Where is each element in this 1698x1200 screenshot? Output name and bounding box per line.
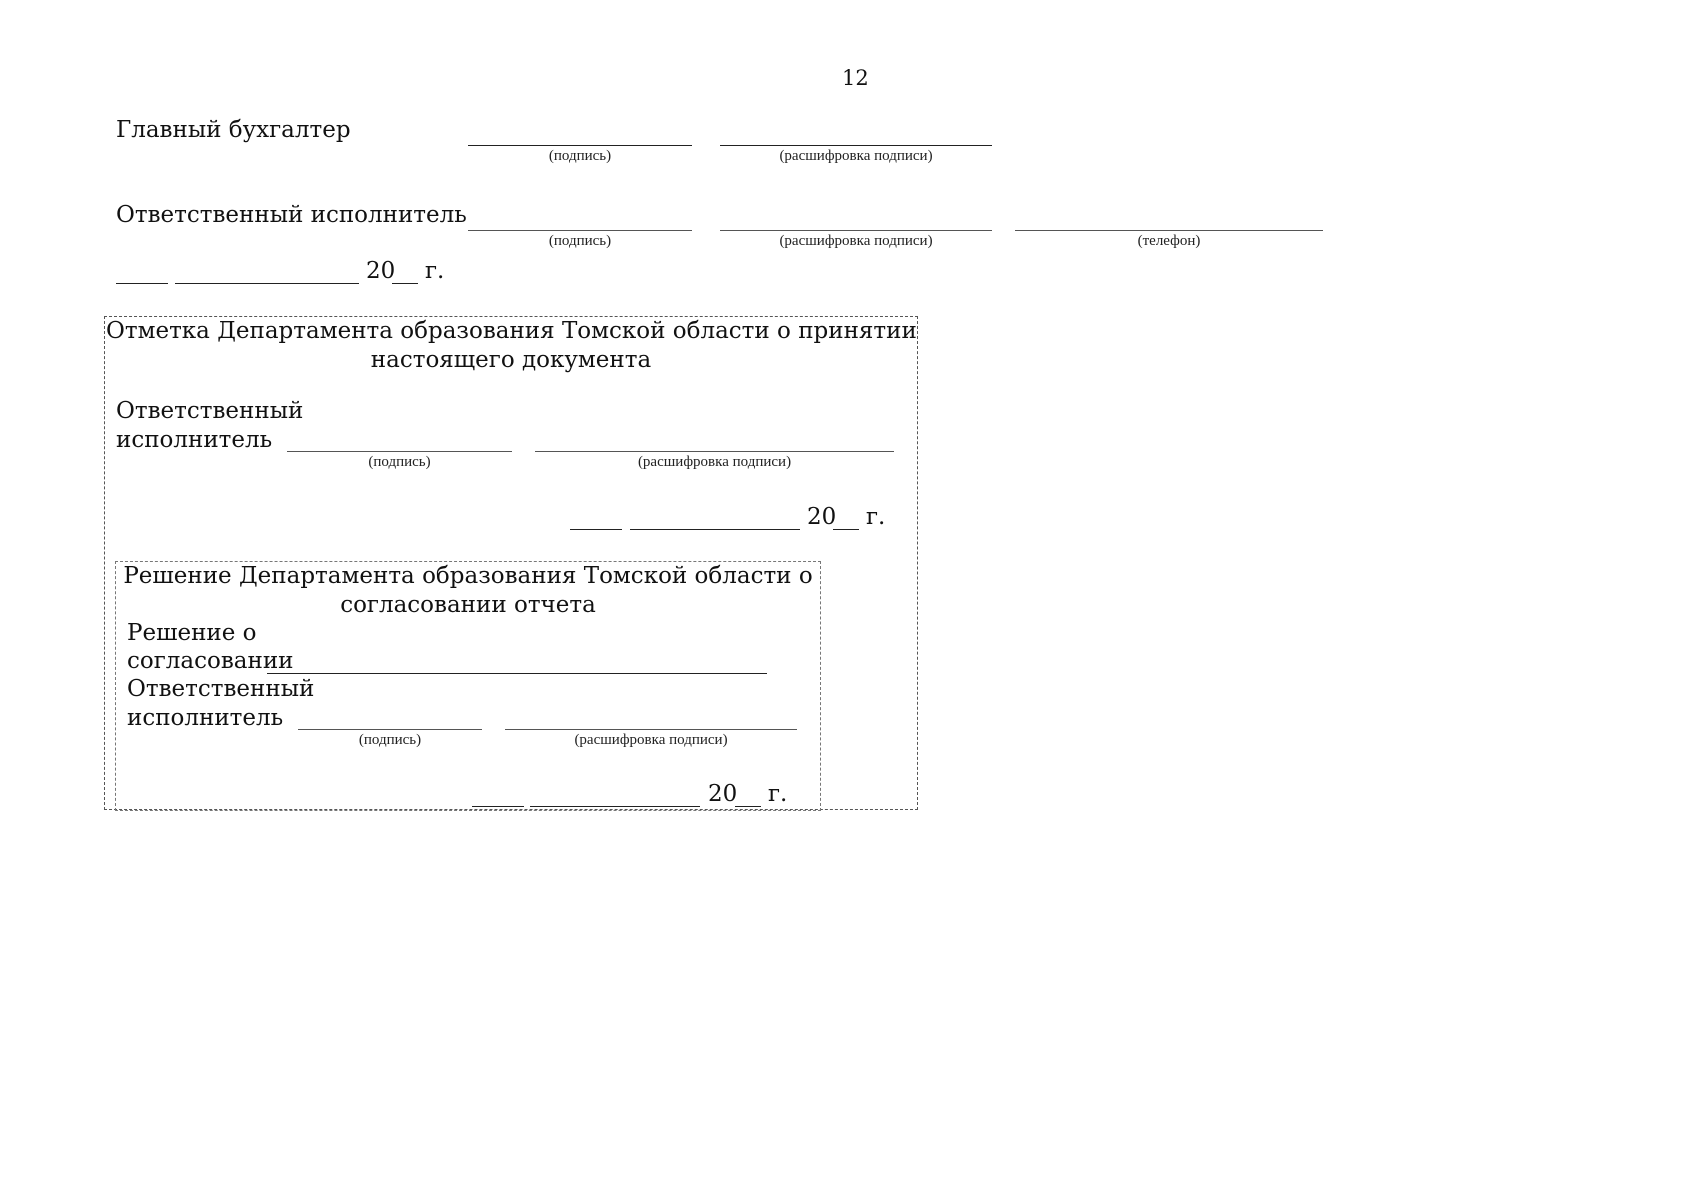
- department-decision-decision-label-line1: Решение о: [127, 620, 257, 646]
- department-mark-year-prefix: 20: [807, 504, 837, 530]
- department-mark-decode-caption: (расшифровка подписи): [637, 454, 792, 470]
- chief-accountant-decode-line[interactable]: [720, 145, 992, 146]
- executor-phone-line[interactable]: [1015, 230, 1323, 231]
- department-mark-executor-label-line2: исполнитель: [116, 427, 273, 453]
- chief-accountant-signature-line[interactable]: [468, 145, 692, 146]
- department-decision-date-year-line[interactable]: [735, 806, 761, 807]
- department-mark-date-month-line[interactable]: [630, 529, 800, 530]
- department-decision-title-line1: Решение Департамента образования Томской области о: [123, 563, 813, 589]
- department-mark-title-line1: Отметка Департамента образования Томской области о принятии: [106, 318, 917, 344]
- department-decision-executor-label-line2: исполнитель: [127, 705, 284, 731]
- chief-accountant-label: Главный бухгалтер: [116, 117, 351, 143]
- department-mark-title-line2: настоящего документа: [370, 347, 652, 373]
- department-decision-date-month-line[interactable]: [530, 806, 700, 807]
- executor-phone-caption: (телефон): [1137, 233, 1201, 249]
- date-month-line[interactable]: [175, 283, 359, 284]
- department-decision-date-day-line[interactable]: [472, 806, 524, 807]
- executor-label: Ответственный исполнитель: [116, 202, 467, 228]
- date-year-line[interactable]: [392, 283, 418, 284]
- executor-signature-caption: (подпись): [548, 233, 612, 249]
- department-decision-decode-caption: (расшифровка подписи): [574, 732, 728, 748]
- date-year-prefix: 20: [366, 258, 396, 284]
- department-mark-date-year-line[interactable]: [833, 529, 859, 530]
- date-year-suffix: г.: [425, 258, 445, 284]
- chief-accountant-signature-caption: (подпись): [548, 148, 612, 164]
- department-decision-title-line2: согласовании отчета: [340, 592, 596, 618]
- executor-decode-line[interactable]: [720, 230, 992, 231]
- department-mark-executor-label-line1: Ответственный: [116, 398, 304, 424]
- department-mark-year-suffix: г.: [866, 504, 886, 530]
- department-decision-signature-line[interactable]: [298, 729, 482, 730]
- page-number: 12: [842, 66, 869, 90]
- executor-decode-caption: (расшифровка подписи): [779, 233, 933, 249]
- department-mark-signature-caption: (подпись): [368, 454, 431, 470]
- department-mark-date-day-line[interactable]: [570, 529, 622, 530]
- department-decision-executor-label-line1: Ответственный: [127, 676, 315, 702]
- executor-signature-line[interactable]: [468, 230, 692, 231]
- department-decision-decision-label-line2: согласовании: [127, 648, 294, 674]
- department-decision-signature-caption: (подпись): [358, 732, 422, 748]
- chief-accountant-decode-caption: (расшифровка подписи): [779, 148, 933, 164]
- department-mark-decode-line[interactable]: [535, 451, 894, 452]
- department-decision-year-prefix: 20: [708, 781, 738, 807]
- date-day-line[interactable]: [116, 283, 168, 284]
- department-mark-signature-line[interactable]: [287, 451, 512, 452]
- department-decision-decision-line[interactable]: [267, 673, 767, 674]
- department-decision-year-suffix: г.: [768, 781, 788, 807]
- department-decision-decode-line[interactable]: [505, 729, 797, 730]
